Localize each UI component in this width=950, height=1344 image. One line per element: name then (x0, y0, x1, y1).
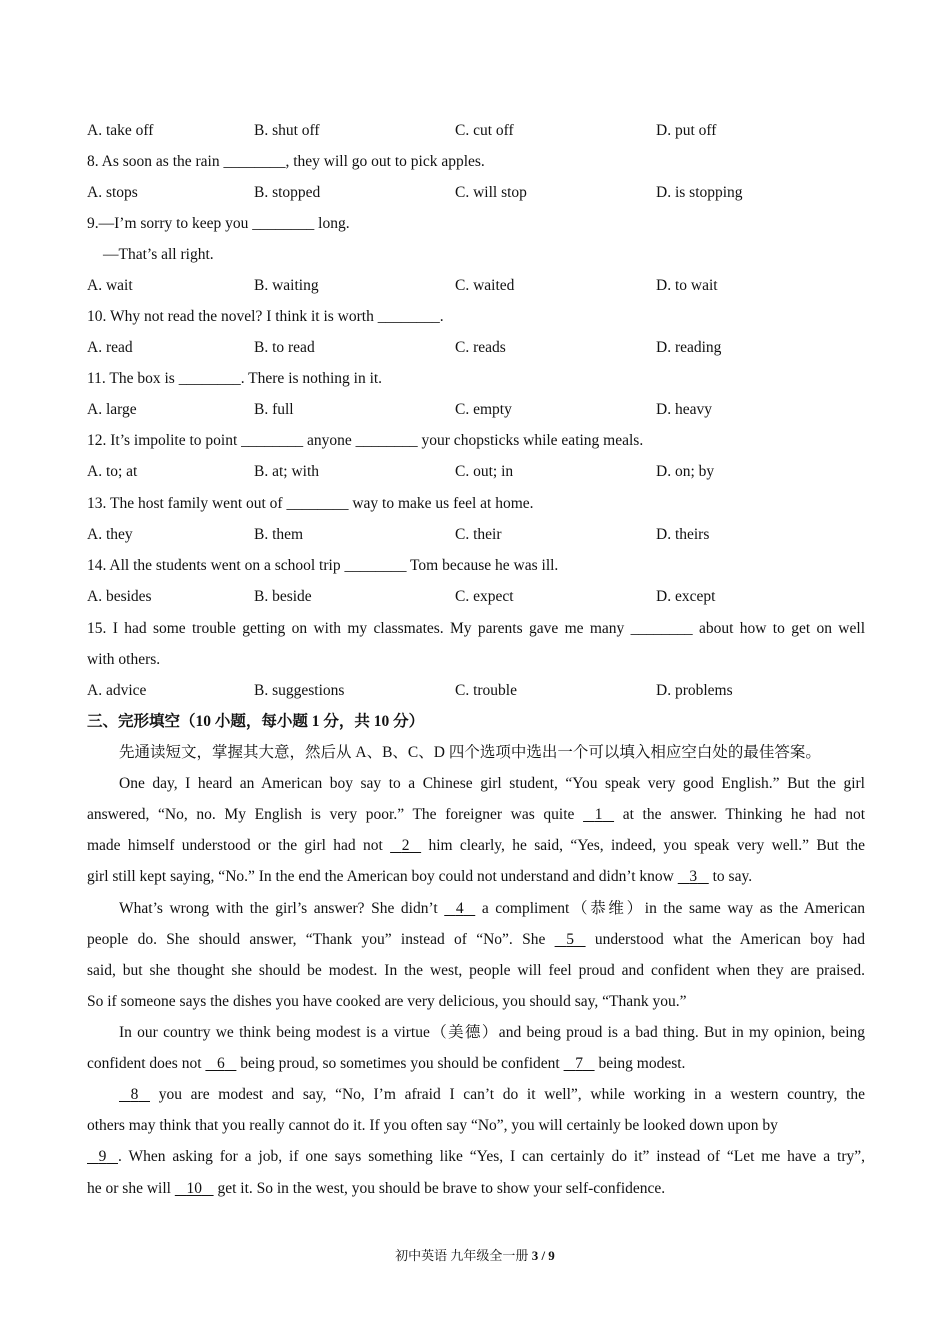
passage-line (87, 1054, 865, 1074)
cloze-blank-1[interactable] (583, 805, 614, 825)
passage-text: understood what the American boy had (594, 931, 866, 948)
passage-line (119, 899, 865, 919)
option-d: D. to wait (656, 277, 718, 294)
page-number: 3 / 9 (531, 1248, 555, 1263)
option-d: D. heavy (656, 401, 712, 418)
option-c: C. empty (455, 401, 512, 418)
q9-reply: —That’s all right. (103, 246, 214, 263)
option-c: C. out; in (455, 463, 514, 480)
option-b: B. beside (254, 588, 312, 605)
option-a: A. wait (87, 277, 133, 294)
option-a: A. besides (87, 588, 152, 605)
option-d: D. problems (656, 682, 733, 699)
section-instructions: 先通读短文，掌握其大意，然后从 A、B、C、D 四个选项中选出一个可以填入相应空白处的最佳答案。 (119, 744, 821, 761)
cloze-blank-10[interactable] (175, 1179, 214, 1199)
option-a: A. to; at (87, 463, 138, 480)
passage-text: a compliment（恭维）in the same way as the American (481, 900, 866, 917)
passage-text: . When asking for a job, if one says something like “Yes, I can certainly do it” instead of “Let me have a try”, (118, 1148, 865, 1165)
passage-text: him clearly, he said, “Yes, indeed, you speak very well.” But the (428, 837, 865, 854)
blank-number: 1 (594, 806, 603, 823)
q7-options (87, 121, 865, 141)
passage-line (87, 1147, 865, 1167)
passage-line (87, 805, 865, 825)
blank-number: 9 (98, 1148, 107, 1165)
passage-line (87, 1179, 865, 1199)
option-c: C. reads (455, 339, 506, 356)
page-footer (0, 1247, 950, 1265)
passage-text: to say. (712, 868, 753, 885)
cloze-blank-4[interactable] (444, 899, 475, 919)
passage-text: you are modest and say, “No, I’m afraid I can’t do it well”, while working in a western country, the (158, 1086, 866, 1103)
passage-line: So if someone says the dishes you have cooked are very delicious, you should say, “Thank you.” (87, 993, 687, 1010)
option-b: B. at; with (254, 463, 320, 480)
option-b: B. them (254, 526, 304, 543)
passage-line: others may think that you really cannot do it. If you often say “No”, you will certainly be looked down upon by (87, 1117, 778, 1134)
footer-text: 初中英语 九年级全一册 (395, 1248, 529, 1263)
passage-line (87, 867, 865, 887)
passage-line: In our country we think being modest is a virtue（美德）and being proud is a bad thing. But in my opinion, being (119, 1024, 865, 1041)
option-a: A. stops (87, 184, 138, 201)
cloze-blank-3[interactable] (678, 867, 709, 887)
option-a: A. read (87, 339, 133, 356)
blank-number: 3 (689, 868, 698, 885)
cloze-blank-6[interactable] (205, 1054, 236, 1074)
q8-stem: 8. As soon as the rain ________, they will go out to pick apples. (87, 153, 485, 170)
option-d: D. except (656, 588, 716, 605)
q12-stem: 12. It’s impolite to point ________ anyone ________ your chopsticks while eating meals. (87, 432, 644, 449)
passage-text: What’s wrong with the girl’s answer? She didn’t (119, 900, 438, 917)
q10-options (87, 338, 865, 358)
q8-options (87, 183, 865, 203)
passage-line (87, 836, 865, 856)
passage-line: One day, I heard an American boy say to a Chinese girl student, “You speak very good English.” But the girl (119, 775, 865, 792)
option-d: D. reading (656, 339, 722, 356)
q9-options (87, 276, 865, 296)
q13-stem: 13. The host family went out of ________ way to make us feel at home. (87, 495, 534, 512)
passage-line (119, 1085, 865, 1105)
passage-text: being modest. (598, 1055, 686, 1072)
blank-number: 10 (186, 1180, 202, 1197)
q9-stem: 9.—I’m sorry to keep you ________ long. (87, 215, 350, 232)
passage-text: answered, “No, no. My English is very poor.” The foreigner was quite (87, 806, 575, 823)
blank-number: 2 (401, 837, 410, 854)
option-c: C. cut off (455, 122, 514, 139)
option-b: B. stopped (254, 184, 321, 201)
passage-text: confident does not (87, 1055, 202, 1072)
option-a: A. advice (87, 682, 147, 699)
q14-stem: 14. All the students went on a school trip ________ Tom because he was ill. (87, 557, 559, 574)
blank-number: 6 (217, 1055, 225, 1072)
cloze-blank-5[interactable] (555, 930, 586, 950)
option-a: A. they (87, 526, 133, 543)
section-heading: 三、完形填空（10 小题，每小题 1 分，共 10 分） (87, 713, 425, 730)
passage-text: he or she will (87, 1180, 171, 1197)
q15-stem-line-2: with others. (87, 651, 161, 668)
passage-text: people do. She should answer, “Thank you” instead of “No”. She (87, 931, 546, 948)
option-d: D. put off (656, 122, 717, 139)
option-c: C. expect (455, 588, 514, 605)
option-b: B. suggestions (254, 682, 345, 699)
passage-text: made himself understood or the girl had not (87, 837, 383, 854)
q10-stem: 10. Why not read the novel? I think it is worth ________. (87, 308, 444, 325)
option-b: B. shut off (254, 122, 320, 139)
blank-number: 8 (130, 1086, 139, 1103)
option-d: D. theirs (656, 526, 710, 543)
blank-number: 4 (455, 900, 464, 917)
cloze-blank-2[interactable] (390, 836, 421, 856)
cloze-blank-8[interactable] (119, 1085, 150, 1105)
option-b: B. to read (254, 339, 315, 356)
passage-line: said, but she thought she should be modest. In the west, people will feel proud and confident when they are praised. (87, 962, 865, 979)
option-c: C. waited (455, 277, 515, 294)
cloze-blank-9[interactable] (87, 1147, 118, 1167)
option-d: D. on; by (656, 463, 715, 480)
option-b: B. full (254, 401, 294, 418)
q13-options (87, 525, 865, 545)
q15-options (87, 681, 865, 701)
passage-line (87, 930, 865, 950)
option-c: C. trouble (455, 682, 517, 699)
blank-number: 7 (575, 1055, 583, 1072)
passage-text: at the answer. Thinking he had not (622, 806, 866, 823)
option-a: A. large (87, 401, 137, 418)
q15-stem-line-1: 15. I had some trouble getting on with my classmates. My parents gave me many ________ about how to get on well (87, 620, 865, 637)
passage-text: get it. So in the west, you should be brave to show your self-confidence. (217, 1180, 666, 1197)
option-c: C. their (455, 526, 502, 543)
option-c: C. will stop (455, 184, 527, 201)
option-d: D. is stopping (656, 184, 743, 201)
option-a: A. take off (87, 122, 154, 139)
q14-options (87, 587, 865, 607)
blank-number: 5 (566, 931, 574, 948)
option-b: B. waiting (254, 277, 319, 294)
q11-stem: 11. The box is ________. There is nothing in it. (87, 370, 383, 387)
q12-options (87, 462, 865, 482)
q11-options (87, 400, 865, 420)
passage-text: girl still kept saying, “No.” In the end the American boy could not understand and didn’t know (87, 868, 674, 885)
cloze-blank-7[interactable] (564, 1054, 595, 1074)
passage-text: being proud, so sometimes you should be confident (240, 1055, 560, 1072)
